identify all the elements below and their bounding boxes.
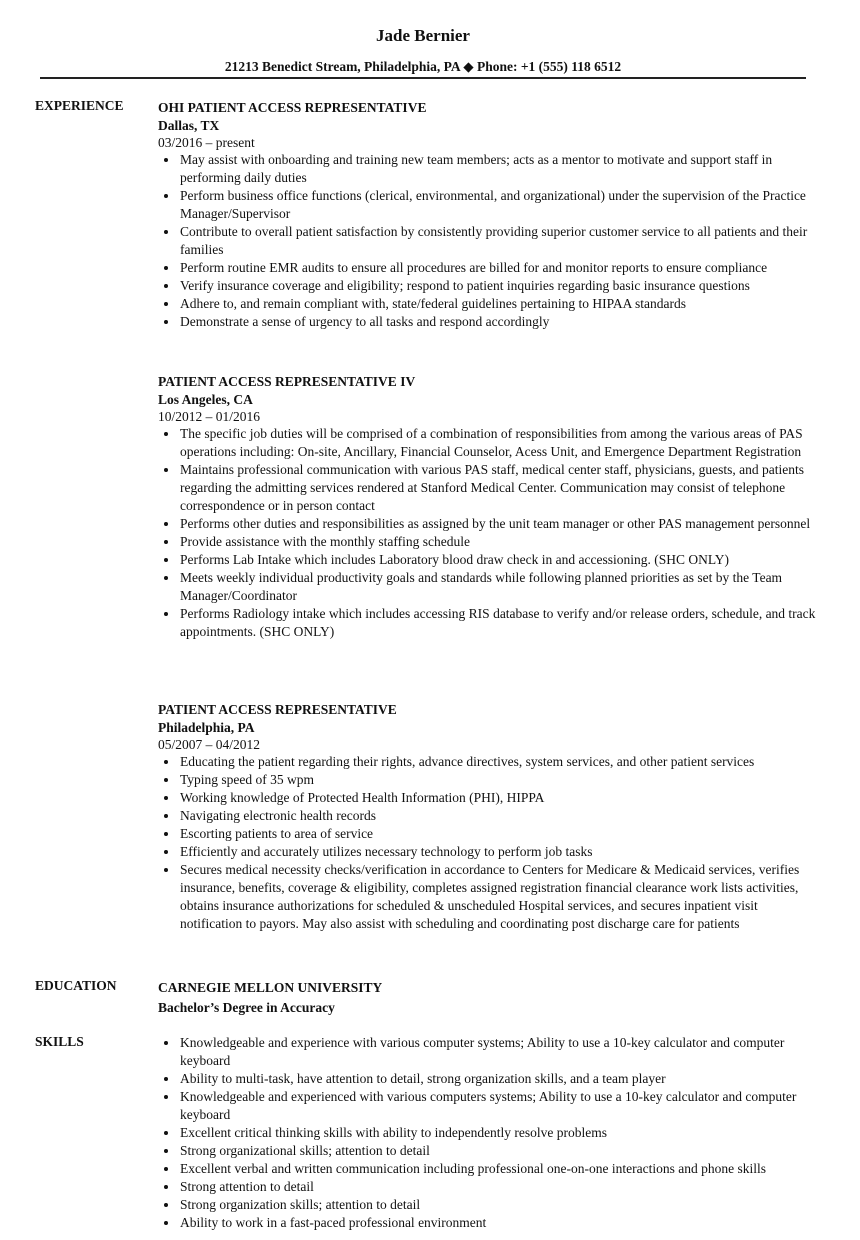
list-item: Provide assistance with the monthly staffing schedule xyxy=(158,533,818,551)
job-location: Los Angeles, CA xyxy=(158,392,253,407)
job-location: Dallas, TX xyxy=(158,118,220,133)
list-item: Knowledgeable and experience with various computer systems; Ability to use a 10-key calculator and computer keyboard xyxy=(158,1034,818,1070)
job-entry xyxy=(158,98,818,331)
job-location: Philadelphia, PA xyxy=(158,720,255,735)
skills-list-container xyxy=(158,1034,818,1232)
degree: Bachelor’s Degree in Accuracy xyxy=(158,1000,335,1015)
list-item: Escorting patients to area of service xyxy=(158,825,818,843)
job-bullets xyxy=(158,753,818,933)
section-label-education: EDUCATION xyxy=(35,978,117,993)
education-entry xyxy=(158,978,818,1018)
job-title: OHI PATIENT ACCESS REPRESENTATIVE xyxy=(158,100,427,115)
job-dates: 05/2007 – 04/2012 xyxy=(158,737,261,752)
list-item: Excellent verbal and written communication including professional one-on-one interactions and phone skills xyxy=(158,1160,818,1178)
list-item: Performs Radiology intake which includes accessing RIS database to verify and/or release orders, schedule, and track appointments. (SHC ONLY) xyxy=(158,605,818,641)
list-item: Perform routine EMR audits to ensure all procedures are billed for and monitor reports to ensure compliance xyxy=(158,259,818,277)
resume-name: Jade Bernier xyxy=(376,26,470,45)
header-divider xyxy=(40,77,806,79)
list-item: Contribute to overall patient satisfaction by consistently providing superior customer service to all patients and their families xyxy=(158,223,818,259)
list-item: Typing speed of 35 wpm xyxy=(158,771,818,789)
list-item: Maintains professional communication with various PAS staff, medical center staff, physicians, guests, and patients regarding the admitting services rendered at Stanford Medical Center. Communication may consist of telephone correspondence or in person contact xyxy=(158,461,818,515)
list-item: Strong organization skills; attention to detail xyxy=(158,1196,818,1214)
school-name: CARNEGIE MELLON UNIVERSITY xyxy=(158,980,383,995)
list-item: Verify insurance coverage and eligibility; respond to patient inquiries regarding basic insurance questions xyxy=(158,277,818,295)
skills-list xyxy=(158,1034,818,1232)
list-item: The specific job duties will be comprised of a combination of responsibilities from among the various areas of PAS operations including: On-site, Ancillary, Financial Counselor, Acess Unit, and Emergence Department Registration xyxy=(158,425,818,461)
job-entry xyxy=(158,372,818,641)
list-item: Ability to multi-task, have attention to detail, strong organization skills, and a team player xyxy=(158,1070,818,1088)
job-bullets xyxy=(158,151,818,331)
job-dates: 03/2016 – present xyxy=(158,135,255,150)
list-item: Excellent critical thinking skills with ability to independently resolve problems xyxy=(158,1124,818,1142)
section-label-skills: SKILLS xyxy=(35,1034,84,1049)
section-label-experience: EXPERIENCE xyxy=(35,98,124,113)
list-item: Perform business office functions (clerical, environmental, and organizational) under the supervision of the Practice Manager/Supervisor xyxy=(158,187,818,223)
list-item: Educating the patient regarding their rights, advance directives, system services, and other patient services xyxy=(158,753,818,771)
list-item: May assist with onboarding and training new team members; acts as a mentor to motivate and support staff in performing daily duties xyxy=(158,151,818,187)
list-item: Performs other duties and responsibilities as assigned by the unit team manager or other PAS management personnel xyxy=(158,515,818,533)
list-item: Demonstrate a sense of urgency to all tasks and respond accordingly xyxy=(158,313,818,331)
list-item: Knowledgeable and experienced with various computers systems; Ability to use a 10-key calculator and computer keyboard xyxy=(158,1088,818,1124)
list-item: Efficiently and accurately utilizes necessary technology to perform job tasks xyxy=(158,843,818,861)
job-title: PATIENT ACCESS REPRESENTATIVE IV xyxy=(158,374,416,389)
list-item: Strong attention to detail xyxy=(158,1178,818,1196)
list-item: Adhere to, and remain compliant with, state/federal guidelines pertaining to HIPAA standards xyxy=(158,295,818,313)
job-bullets xyxy=(158,425,818,641)
job-title: PATIENT ACCESS REPRESENTATIVE xyxy=(158,702,397,717)
list-item: Secures medical necessity checks/verification in accordance to Centers for Medicare & Medicaid services, verifies insurance, benefits, coverage & eligibility, completes assigned registration financial clearance work lists activities, obtains insurance authorizations for scheduled & unscheduled Hospital services, and secures inpatient visit notification to payors. May also assist with scheduling and coordinating post discharge care for patients xyxy=(158,861,818,933)
list-item: Performs Lab Intake which includes Laboratory blood draw check in and accessioning. (SHC ONLY) xyxy=(158,551,818,569)
list-item: Ability to work in a fast-paced professional environment xyxy=(158,1214,818,1232)
list-item: Navigating electronic health records xyxy=(158,807,818,825)
list-item: Strong organizational skills; attention to detail xyxy=(158,1142,818,1160)
list-item: Working knowledge of Protected Health Information (PHI), HIPPA xyxy=(158,789,818,807)
list-item: Meets weekly individual productivity goals and standards while following planned priorities as set by the Team Manager/Coordinator xyxy=(158,569,818,605)
job-entry xyxy=(158,700,818,933)
contact-line: 21213 Benedict Stream, Philadelphia, PA ◆ Phone: +1 (555) 118 6512 xyxy=(224,59,622,74)
job-dates: 10/2012 – 01/2016 xyxy=(158,409,261,424)
